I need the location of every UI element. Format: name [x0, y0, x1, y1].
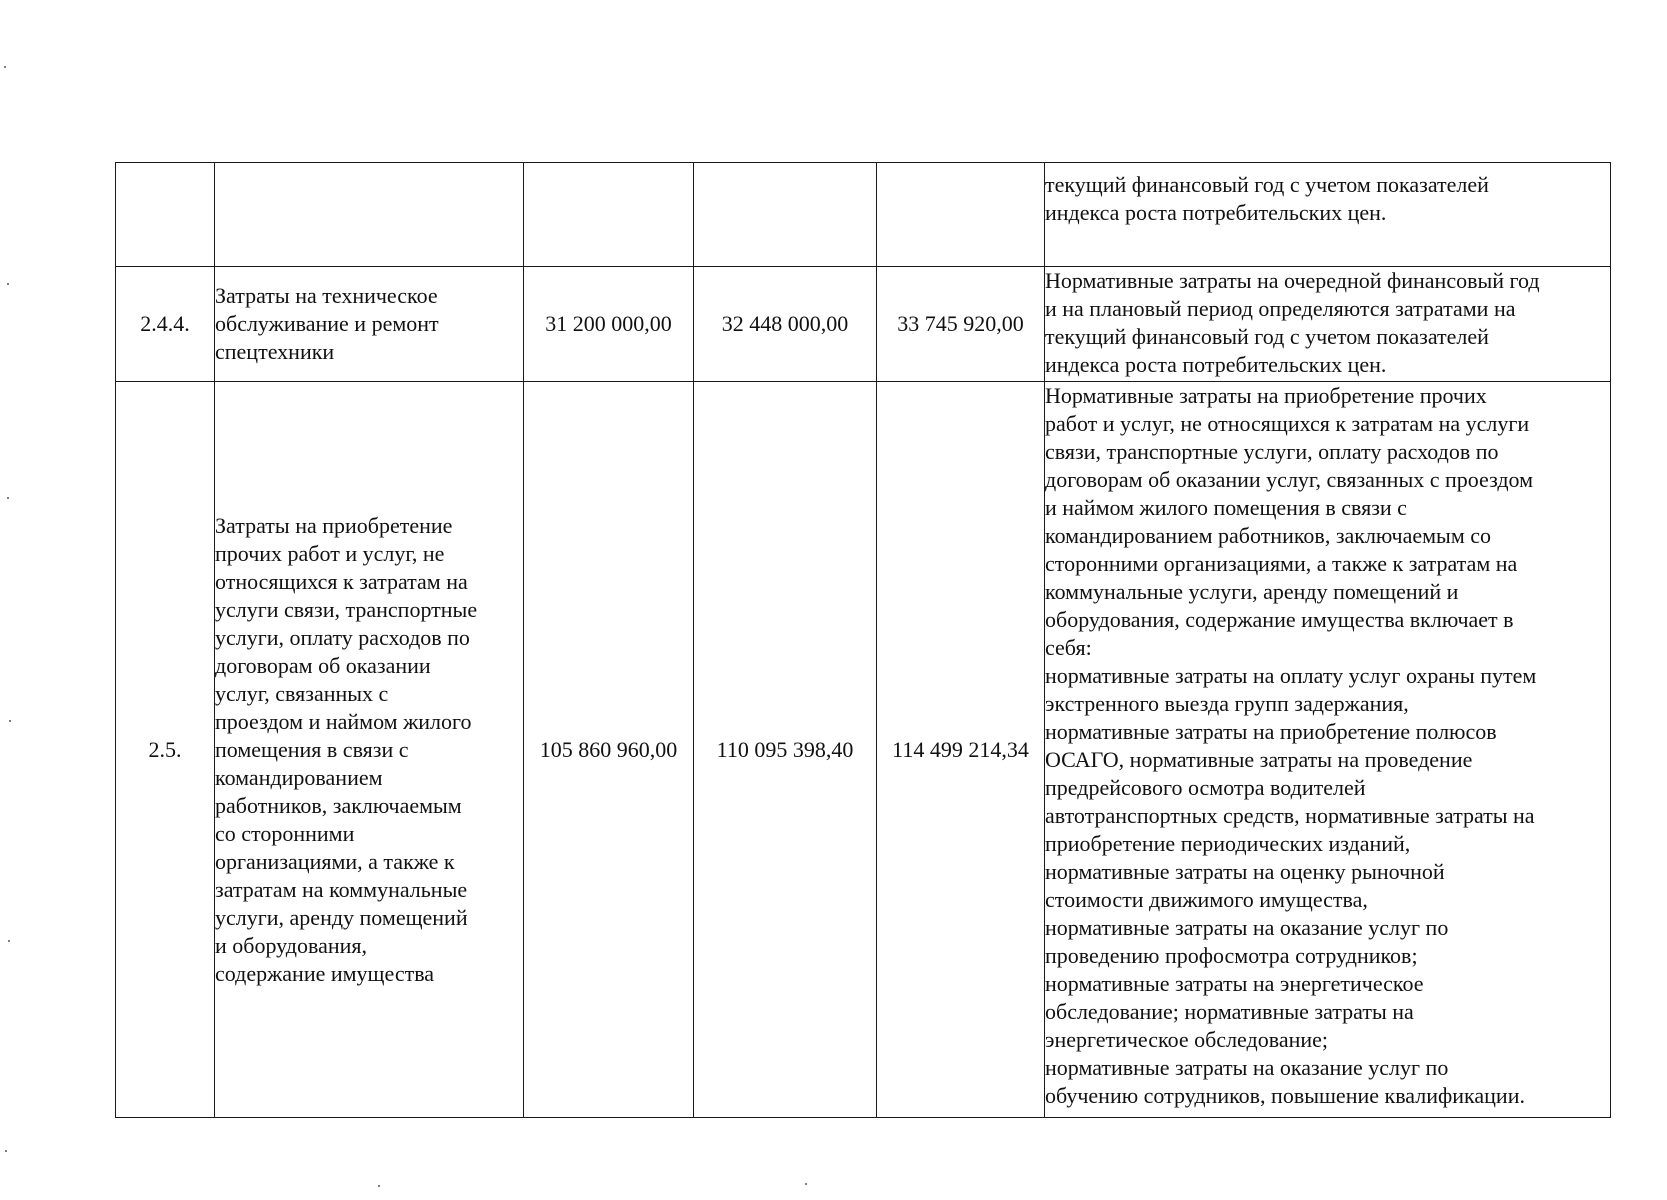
- scan-speck: [5, 1150, 7, 1152]
- scan-speck: [7, 497, 9, 499]
- description-cell: [1045, 267, 1611, 382]
- item-number-cell: [116, 163, 215, 267]
- table-row: [116, 163, 1611, 267]
- amount-year1-cell: 31 200 000,00: [524, 267, 694, 382]
- table-row: [116, 267, 1611, 382]
- amount-year2-cell: 32 448 000,00: [694, 267, 877, 382]
- description-cell: [1045, 382, 1611, 1118]
- amount-year1-cell: [524, 163, 694, 267]
- description-text: Нормативные затраты на приобретение прочих работ и услуг, не относящихся к затратам на услуги связи, транспортные услуги, оплату расходов по договорам об оказании услуг, связанных с проездом и наймом жилого помещения в связи с командированием работников, заключаемым со сторонними организациями, а также к затратам на коммунальные услуги, аренду помещений и оборудования, содержание имущества включает в себя: нормативные затраты на оплату услуг охраны путем экстренного выезда групп задержания, нормативные затраты на приобретение полюсов ОСАГО, нормативные затраты на проведение предрейсового осмотра водителей автотранспортных средств, нормативные затраты на приобретение периодических изданий, нормативные затраты на оценку рыночной стоимости движимого имущества, нормативные затраты на оказание услуг по проведению профосмотра сотрудников; нормативные затраты на энергетическое обследование; нормативные затраты на энергетическое обследование; нормативные затраты на оказание услуг по обучению сотрудников, повышение квалификации.: [1045, 383, 1537, 1108]
- scan-speck: [805, 1183, 807, 1185]
- item-number-cell: 2.4.4.: [116, 267, 215, 382]
- scan-speck: [9, 720, 11, 722]
- item-name-cell: [215, 163, 524, 267]
- budget-costs-table: [115, 162, 1611, 1118]
- table-row: [116, 382, 1611, 1118]
- amount-year3-cell: 114 499 214,34: [877, 382, 1045, 1118]
- item-name-text: Затраты на техническое обслуживание и ремонт спецтехники: [215, 283, 439, 364]
- scan-speck: [4, 66, 6, 68]
- amount-year3-cell: [877, 163, 1045, 267]
- amount-year2-cell: 110 095 398,40: [694, 382, 877, 1118]
- item-number-cell: 2.5.: [116, 382, 215, 1118]
- description-text: текущий финансовый год с учетом показателей индекса роста потребительских цен.: [1045, 172, 1489, 225]
- scan-speck: [8, 940, 10, 942]
- amount-year2-cell: [694, 163, 877, 267]
- item-name-cell: [215, 267, 524, 382]
- item-name-text: Затраты на приобретение прочих работ и услуг, не относящихся к затратам на услуги связи, транспортные услуги, оплату расходов по договорам об оказании услуг, связанных с проездом и наймом жилого помещения в связи с командированием работников, заключаемым со сторонними организациями, а также к затратам на коммунальные услуги, аренду помещений и оборудования, содержание имущества: [215, 512, 478, 986]
- scan-speck: [378, 1185, 380, 1187]
- scan-speck: [7, 283, 9, 285]
- item-name-cell: [215, 382, 524, 1118]
- description-cell: [1045, 163, 1611, 267]
- amount-year3-cell: 33 745 920,00: [877, 267, 1045, 382]
- description-text: Нормативные затраты на очередной финансовый год и на плановый период определяются затратами на текущий финансовый год с учетом показателей индекса роста потребительских цен.: [1045, 268, 1540, 377]
- amount-year1-cell: 105 860 960,00: [524, 382, 694, 1118]
